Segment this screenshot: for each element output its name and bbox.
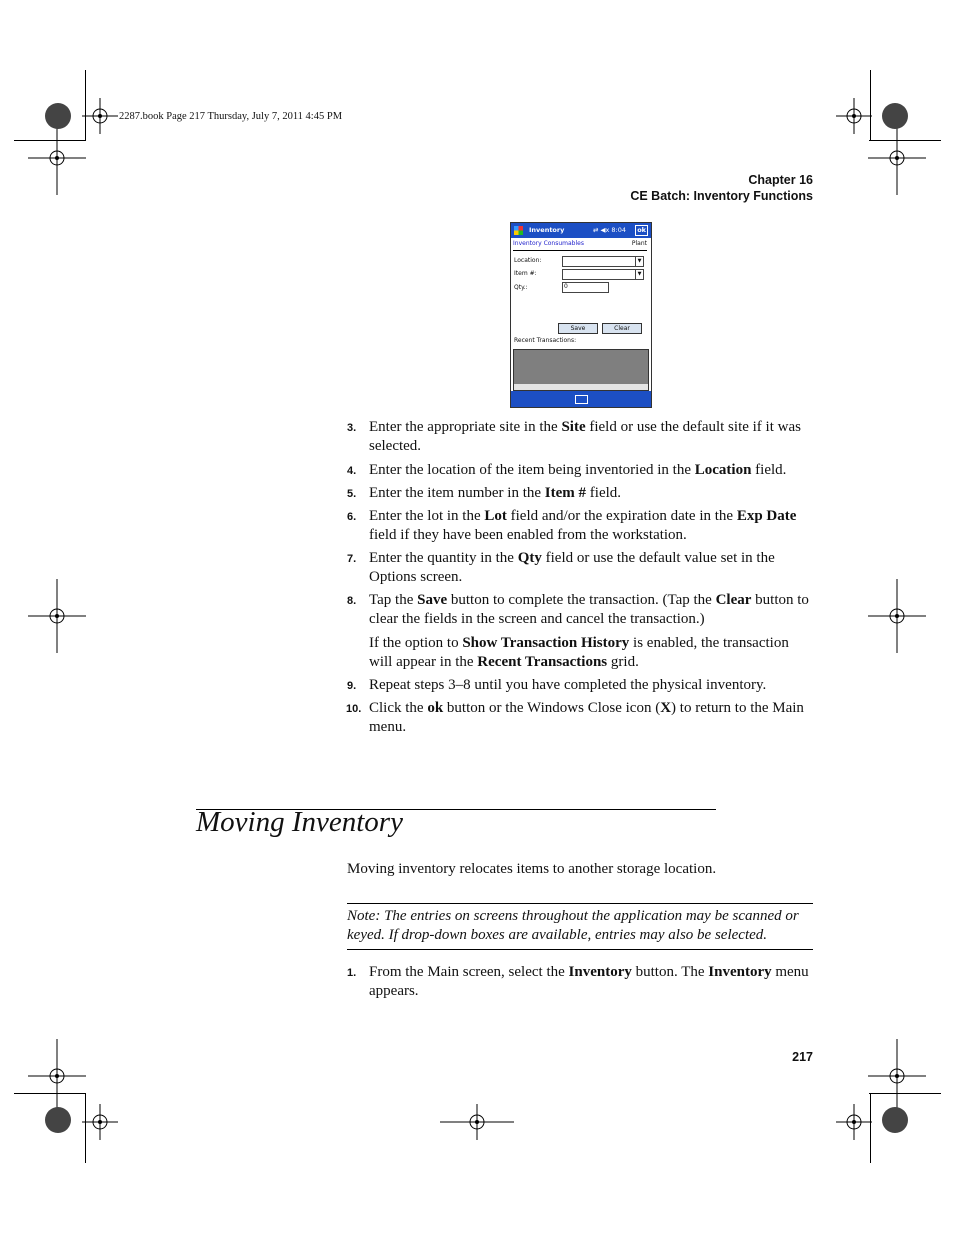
registration-disc-icon bbox=[882, 1107, 908, 1133]
note-top-rule bbox=[347, 903, 813, 904]
item-dropdown[interactable] bbox=[562, 269, 644, 280]
device-status-icons: ⇄ ◀x 8:04 bbox=[593, 226, 627, 234]
step-8: 8. Tap the Save button to complete the transaction. (Tap the Clear button to clear the fields in the screen and cancel the transaction.) bbox=[347, 592, 809, 627]
device-subtitle bbox=[513, 240, 647, 247]
recent-transactions-grid[interactable] bbox=[513, 349, 649, 391]
clear-button[interactable]: Clear bbox=[602, 323, 642, 334]
qty-input[interactable]: 0 bbox=[562, 282, 609, 293]
registration-disc-icon bbox=[45, 103, 71, 129]
item-label: Item #: bbox=[514, 270, 537, 277]
qty-label: Qty.: bbox=[514, 284, 528, 291]
note-text: Note: The entries on screens throughout the application may be scanned or keyed. If drop-down boxes are available, entries may also be selected. bbox=[347, 908, 799, 943]
chevron-down-icon: ▼ bbox=[635, 257, 643, 266]
page-number: 217 bbox=[792, 1050, 813, 1064]
step-9: 9. Repeat steps 3–8 until you have completed the physical inventory. bbox=[347, 677, 767, 693]
section-heading: Moving Inventory bbox=[196, 806, 403, 838]
chapter-number: Chapter 16 bbox=[748, 173, 813, 187]
device-titlebar bbox=[511, 223, 651, 238]
step-5: 5. Enter the item number in the Item # field. bbox=[347, 485, 622, 501]
step-7: 7. Enter the quantity in the Qty field or use the default value set in the Options screen. bbox=[347, 550, 775, 585]
section-intro: Moving inventory relocates items to another storage location. bbox=[347, 861, 717, 877]
step-8-note: If the option to Show Transaction History is enabled, the transaction will appear in the Recent Transactions grid. bbox=[369, 635, 789, 670]
registration-disc-icon bbox=[45, 1107, 71, 1133]
device-bottom-bar bbox=[511, 391, 651, 407]
running-header bbox=[630, 172, 813, 204]
chapter-title: CE Batch: Inventory Functions bbox=[630, 189, 813, 203]
recent-transactions-label: Recent Transactions: bbox=[514, 337, 577, 344]
device-site: Plant bbox=[631, 240, 647, 247]
location-label: Location: bbox=[514, 257, 542, 264]
location-dropdown[interactable] bbox=[562, 256, 644, 267]
save-button[interactable]: Save bbox=[558, 323, 598, 334]
step-4: 4. Enter the location of the item being inventoried in the Location field. bbox=[347, 462, 787, 478]
step-1: 1. From the Main screen, select the Inventory button. The Inventory menu appears. bbox=[347, 964, 809, 999]
registration-disc-icon bbox=[882, 103, 908, 129]
device-title: Inventory bbox=[529, 226, 565, 234]
step-3: 3. Enter the appropriate site in the Site field or use the default site if it was selected. bbox=[347, 419, 801, 454]
device-menu-path: Inventory Consumables bbox=[513, 240, 584, 247]
step-10: 10. Click the ok button or the Windows Close icon (X) to return to the Main menu. bbox=[346, 700, 804, 735]
note-bottom-rule bbox=[347, 949, 813, 950]
book-meta: 2287.book Page 217 Thursday, July 7, 2011 4:45 PM bbox=[119, 111, 343, 122]
keyboard-icon[interactable] bbox=[575, 395, 588, 404]
device-ok-button[interactable]: ok bbox=[637, 226, 646, 234]
device-divider bbox=[513, 250, 647, 251]
step-6: 6. Enter the lot in the Lot field and/or the expiration date in the Exp Date field if they have been enabled from the workstation. bbox=[347, 508, 797, 543]
chevron-down-icon: ▼ bbox=[635, 270, 643, 279]
grid-horizontal-scrollbar[interactable] bbox=[514, 384, 648, 390]
windows-start-icon bbox=[514, 226, 523, 235]
device-screenshot bbox=[510, 222, 652, 408]
